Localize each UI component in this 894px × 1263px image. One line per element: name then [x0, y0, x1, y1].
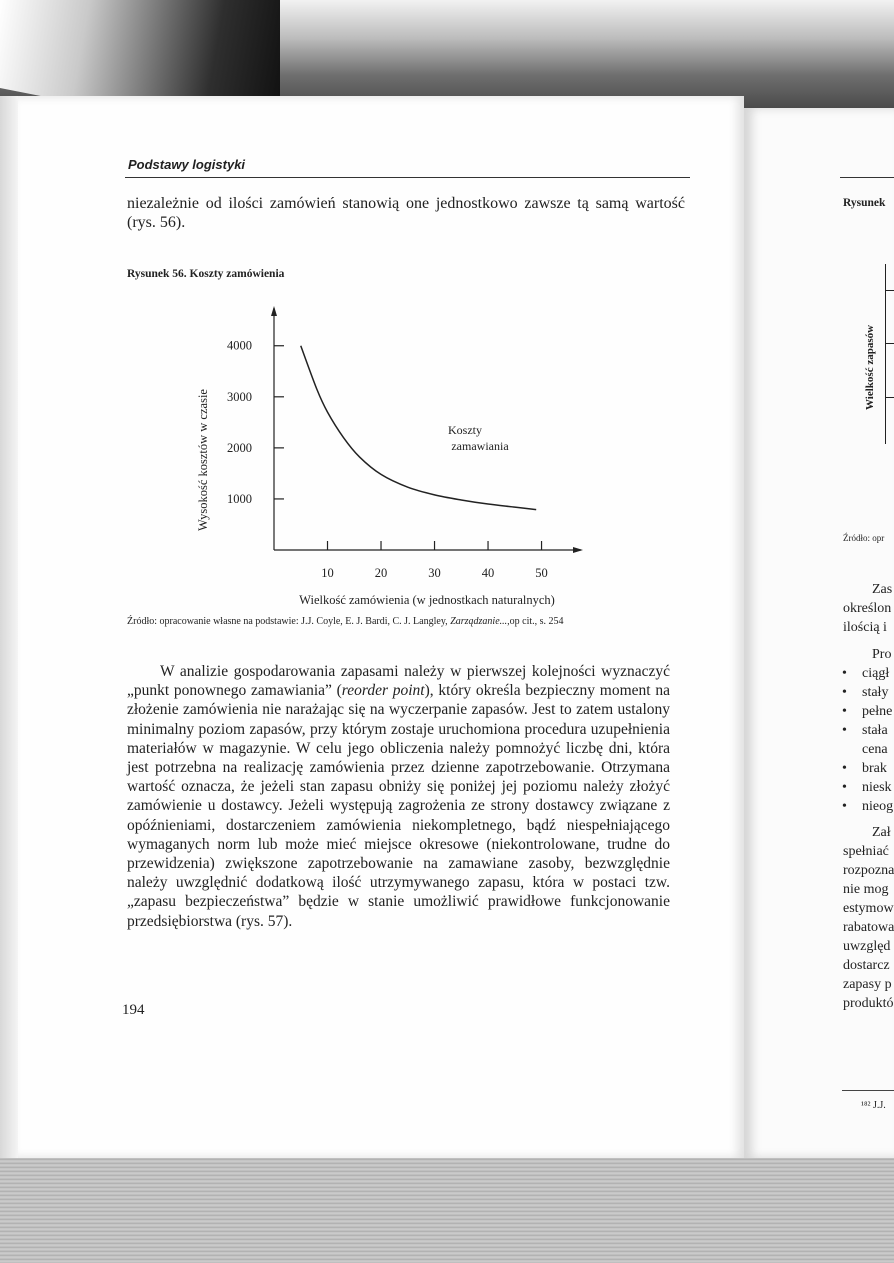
header-rule: [125, 177, 690, 178]
scan-left-edge: [0, 96, 18, 1158]
series-line-koszty-zamawiania: [301, 346, 536, 510]
right-text-line: estymow: [843, 901, 894, 916]
source-suffix: op cit., s. 254: [509, 616, 564, 627]
y-tick-label: 1000: [227, 491, 252, 506]
right-text-line: zapasy p: [843, 977, 892, 992]
series-label-line1: Koszty: [448, 423, 482, 437]
x-tick-label: 40: [481, 566, 495, 580]
y-tick-label: 3000: [227, 389, 252, 404]
intro-paragraph: niezależnie od ilości zamówień stanowią one jednostkowo zawsze tą samą wartość (rys. 56).: [127, 195, 685, 232]
right-text-line: ilością i: [843, 620, 887, 635]
right-text-line: rozpozna: [843, 863, 894, 878]
right-text-line: dostarcz: [843, 958, 890, 973]
x-tick-label: 50: [535, 566, 548, 580]
right-bullet-item: • stały: [843, 683, 888, 702]
right-header-rule: [840, 177, 894, 178]
x-axis-arrow: [573, 547, 583, 553]
right-chart-y-label: Wielkość zapasów: [864, 324, 876, 410]
right-text-line: produktó: [843, 996, 894, 1011]
right-bullet-item: • brak: [843, 759, 887, 778]
x-tick-label: 20: [374, 566, 388, 580]
right-chart-tick: [885, 343, 894, 344]
right-bullet-item: • nieog: [843, 797, 893, 816]
figure-source: [127, 616, 564, 627]
y-axis-ticks: [227, 339, 284, 506]
right-text-line: uwzględ: [843, 939, 891, 954]
body-paragraph: W analizie gospodarowania zapasami należy w pierwszej kolejności wyznaczyć „punkt ponownego zamawiania” (reorder point), który określa bezpieczny moment na złożenie zamówienia nie narażając się na wyczerpanie zapasów. Jest to zatem ustalony minimalny poziom zapasów, przy którym zostaje uruchomiona procedura uzupełnienia materiałów w magazynie. W celu jego obliczenia należy pomnożyć liczbę dni, która jest potrzebna na realizację zamówienia przez dzienne zapotrzebowanie. Otrzymana wartość oznacza, że jeżeli stan zapasu obniży się poniżej jej poziomu należy złożyć zamówienie u dostawcy. Jeżeli występują zagrożenia ze strony dostawcy związane z opóźnieniami, dostarczeniem zamówienia niekompletnego, bądź niespełniającego wymaganych norm lub może mieć miejsce okresowe (niekontrolowane, trudne do przewidzenia) zwiększone zapotrzebowanie na zamawiane zasoby, bezwzględnie należy uwzględnić dodatkową ilość utrzymywanego zapasu, która w postaci tzw. „zapasu bezpieczeństwa” będzie w stanie umożliwić prawidłowe funkcjonowanie przedsiębiorstwa (rys. 57).: [127, 663, 670, 930]
y-axis-arrow: [271, 306, 277, 316]
running-header: Podstawy logistyki: [128, 157, 246, 172]
right-text-line: Zas: [872, 582, 893, 597]
x-tick-label: 10: [321, 566, 334, 580]
right-text-line: spełniać: [843, 844, 889, 859]
left-page: [18, 96, 744, 1158]
right-text-line: rabatowa: [843, 920, 894, 935]
y-axis-label: Wysokość kosztów w czasie: [196, 389, 210, 531]
right-chart-tick: [885, 290, 894, 291]
scan-top-dark-corner: [0, 0, 280, 110]
right-text-line: nie mog: [843, 882, 889, 897]
page-number: 194: [122, 1002, 145, 1018]
right-bullet-item: • pełne: [843, 702, 892, 721]
y-tick-label: 4000: [227, 338, 252, 353]
series-label-line2: zamawiania: [451, 439, 509, 453]
right-bullet-item: • stała: [843, 721, 888, 740]
right-figure-source: Źródło: opr: [843, 533, 885, 543]
chart-axes: [271, 306, 583, 553]
source-prefix: Źródło: opracowanie własne na podstawie: J.J. Coyle, E. J. Bardi, C. J. Langley,: [127, 616, 448, 627]
right-footnote: ¹⁸² J.J.: [861, 1100, 886, 1111]
right-bullet-item: • niesk: [843, 778, 892, 797]
right-chart-axis: [885, 264, 886, 444]
right-chart-tick: [885, 397, 894, 398]
y-tick-label: 2000: [227, 440, 252, 455]
right-text-line: określon: [843, 601, 892, 616]
x-axis-label: Wielkość zamówienia (w jednostkach naturalnych): [299, 593, 555, 607]
scan-bottom-shadow: [0, 1158, 894, 1263]
right-text-line: Pro: [872, 647, 892, 662]
figure-caption: Rysunek 56. Koszty zamówienia: [127, 268, 285, 280]
right-bullet-item: • ciągł: [843, 664, 889, 683]
right-text-line: Zał: [872, 825, 891, 840]
right-figure-caption: Rysunek: [843, 197, 886, 209]
x-tick-label: 30: [428, 566, 441, 580]
right-footnote-rule: [842, 1090, 894, 1091]
x-axis-ticks: [321, 541, 548, 580]
order-cost-chart: [190, 300, 610, 612]
source-title: Zarządzanie...,: [450, 616, 510, 627]
right-text-line: cena: [862, 742, 888, 757]
